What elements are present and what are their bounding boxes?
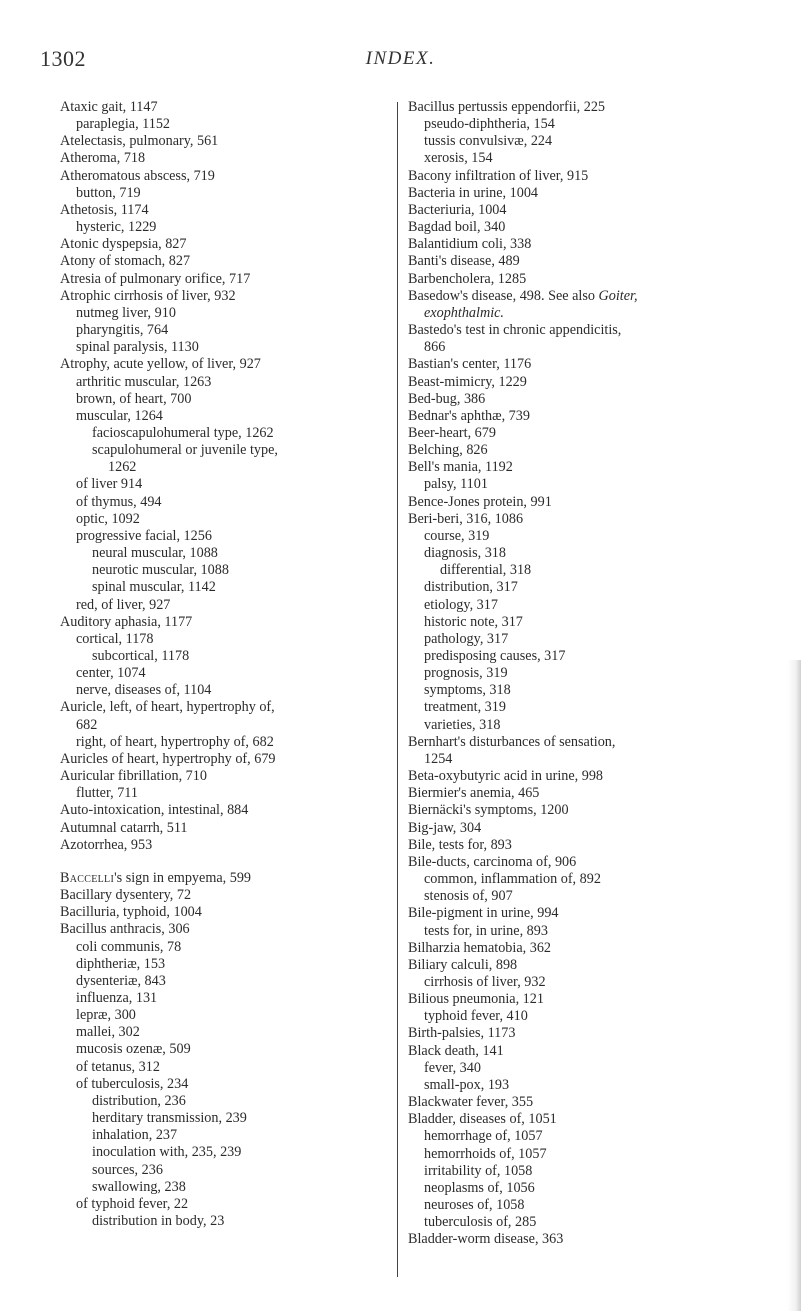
section-gap — [60, 854, 380, 870]
entry-text: of tetanus, 312 — [76, 1058, 160, 1075]
index-subentry — [408, 1008, 738, 1025]
entry-text: Atonic dyspepsia, 827 — [60, 236, 187, 253]
entry-text: Atresia of pulmonary orifice, 717 — [60, 270, 251, 287]
index-subentry — [408, 682, 738, 699]
index-entry — [408, 1094, 738, 1111]
entry-text: fever, 340 — [424, 1059, 481, 1076]
index-subentry — [408, 1128, 738, 1145]
index-entry — [408, 494, 738, 511]
index-entry — [408, 99, 738, 116]
entry-text: 866 — [424, 339, 446, 356]
index-entry — [60, 837, 380, 854]
entry-text: swallowing, 238 — [92, 1178, 186, 1195]
index-entry — [60, 288, 380, 305]
entry-text: hysteric, 1229 — [76, 219, 157, 236]
entry-text: Atony of stomach, 827 — [60, 253, 191, 270]
entry-text: Atelectasis, pulmonary, 561 — [60, 133, 219, 150]
index-subentry — [60, 717, 380, 734]
index-entry — [408, 1111, 738, 1128]
index-subentry — [60, 956, 380, 973]
index-entry — [60, 356, 380, 373]
entry-text: 682 — [76, 716, 98, 733]
entry-text: button, 719 — [76, 184, 141, 201]
entry-text: Bastedo's test in chronic appendicitis, — [408, 322, 622, 339]
entry-text: Beri-beri, 316, 1086 — [408, 510, 524, 527]
entry-text: paraplegia, 1152 — [76, 116, 171, 133]
entry-text: Ataxic gait, 1147 — [60, 99, 158, 115]
index-entry — [408, 768, 738, 785]
entry-text: neurotic muscular, 1088 — [92, 562, 229, 579]
index-entry — [60, 887, 380, 904]
index-subentry — [408, 974, 738, 991]
index-subentry — [60, 1076, 380, 1093]
index-subentry — [60, 459, 380, 476]
entry-text: Bell's mania, 1192 — [408, 459, 513, 476]
entry-text: facioscapulohumeral type, 1262 — [92, 424, 274, 441]
entry-text: nutmeg liver, 910 — [76, 304, 176, 321]
index-subentry — [408, 1180, 738, 1197]
entry-text: brown, of heart, 700 — [76, 390, 192, 407]
index-entry — [60, 614, 380, 631]
index-subentry — [408, 528, 738, 545]
index-subentry — [408, 614, 738, 631]
entry-text: prognosis, 319 — [424, 665, 508, 682]
index-subentry — [408, 631, 738, 648]
entry-text: of liver 914 — [76, 476, 143, 493]
index-subentry — [60, 1196, 380, 1213]
index-entry — [60, 271, 380, 288]
entry-text: Bladder-worm disease, 363 — [408, 1231, 564, 1248]
index-subentry — [408, 665, 738, 682]
entry-text: subcortical, 1178 — [92, 648, 190, 664]
entry-text: right, of heart, hypertrophy of, 682 — [76, 733, 274, 750]
index-subentry — [60, 990, 380, 1007]
entry-text: small-pox, 193 — [424, 1076, 510, 1093]
entry-text: Bile-pigment in urine, 994 — [408, 905, 559, 922]
entry-text: center, 1074 — [76, 665, 146, 682]
index-subentry — [408, 562, 738, 579]
entry-text: scapulohumeral or juvenile type, — [92, 442, 278, 459]
index-subentry — [60, 1007, 380, 1024]
column-divider — [397, 102, 398, 1277]
index-entry — [408, 940, 738, 957]
entry-text: cirrhosis of liver, 932 — [424, 973, 546, 990]
entry-smallcaps-lead: Baccelli — [60, 869, 115, 886]
index-entry — [60, 236, 380, 253]
entry-text: Basedow's disease, 498. See also — [408, 287, 599, 304]
entry-text: etiology, 317 — [424, 596, 498, 613]
entry-text: diagnosis, 318 — [424, 545, 506, 562]
entry-text: varieties, 318 — [424, 716, 501, 733]
index-entry — [408, 820, 738, 837]
entry-text: Autumnal catarrh, 511 — [60, 819, 188, 836]
index-subentry — [60, 476, 380, 493]
index-subentry — [60, 682, 380, 699]
entry-text: hemorrhoids of, 1057 — [424, 1145, 547, 1162]
entry-text: Big-jaw, 304 — [408, 819, 482, 836]
entry-text: inoculation with, 235, 239 — [92, 1144, 242, 1161]
index-entry — [408, 288, 738, 305]
index-subentry — [408, 133, 738, 150]
index-entry — [60, 870, 380, 887]
index-subentry — [408, 1077, 738, 1094]
entry-text: Atheroma, 718 — [60, 150, 146, 167]
index-subentry — [408, 150, 738, 167]
entry-text: xerosis, 154 — [424, 150, 493, 167]
entry-text: 1254 — [424, 750, 453, 767]
index-subentry — [60, 562, 380, 579]
entry-text: coli communis, 78 — [76, 938, 182, 955]
index-entry — [408, 957, 738, 974]
entry-text: mucosis ozenæ, 509 — [76, 1041, 191, 1058]
index-entry — [60, 921, 380, 938]
entry-text: hemorrhage of, 1057 — [424, 1128, 543, 1145]
entry-text: red, of liver, 927 — [76, 596, 171, 613]
index-entry — [408, 185, 738, 202]
entry-text: of typhoid fever, 22 — [76, 1195, 189, 1212]
entry-text: palsy, 1101 — [424, 476, 488, 493]
entry-text: Azotorrhea, 953 — [60, 836, 153, 853]
index-entry — [408, 391, 738, 408]
entry-text: diphtheriæ, 153 — [76, 955, 166, 972]
index-subentry — [408, 305, 738, 322]
index-subentry — [408, 699, 738, 716]
entry-text: Bernhart's disturbances of sensation, — [408, 733, 616, 750]
index-entry — [408, 1231, 738, 1248]
entry-text: arthritic muscular, 1263 — [76, 373, 212, 390]
index-subentry — [60, 1144, 380, 1161]
entry-text: herditary transmission, 239 — [92, 1110, 247, 1127]
entry-text: course, 319 — [424, 527, 490, 544]
entry-text: nerve, diseases of, 1104 — [76, 682, 212, 699]
index-entry — [408, 1043, 738, 1060]
index-subentry — [60, 528, 380, 545]
entry-text: distribution, 236 — [92, 1092, 186, 1109]
index-subentry — [408, 1197, 738, 1214]
index-subentry — [60, 1213, 380, 1230]
entry-text: inhalation, 237 — [92, 1127, 178, 1144]
entry-text: Biermier's anemia, 465 — [408, 785, 540, 802]
index-entry — [408, 168, 738, 185]
entry-text: Bile, tests for, 893 — [408, 836, 512, 853]
index-subentry — [60, 1110, 380, 1127]
entry-text: cortical, 1178 — [76, 630, 154, 647]
entry-text: Beta-oxybutyric acid in urine, 998 — [408, 768, 604, 785]
entry-text: Bacillary dysentery, 72 — [60, 887, 192, 904]
index-subentry — [408, 888, 738, 905]
index-subentry — [60, 579, 380, 596]
index-subentry — [60, 1024, 380, 1041]
index-column-right — [408, 99, 738, 1248]
entry-text: pathology, 317 — [424, 630, 509, 647]
index-column-left — [60, 99, 380, 1230]
entry-text: historic note, 317 — [424, 613, 523, 630]
entry-text: Balantidium coli, 338 — [408, 236, 532, 253]
index-subentry — [60, 1093, 380, 1110]
entry-text: Bacteria in urine, 1004 — [408, 184, 539, 201]
index-subentry — [60, 494, 380, 511]
index-entry — [60, 802, 380, 819]
index-entry — [408, 837, 738, 854]
entry-text: Atrophy, acute yellow, of liver, 927 — [60, 356, 261, 373]
index-subentry — [60, 305, 380, 322]
index-subentry — [60, 339, 380, 356]
entry-text: distribution in body, 23 — [92, 1213, 225, 1229]
index-subentry — [408, 717, 738, 734]
entry-text: distribution, 317 — [424, 579, 518, 596]
index-subentry — [60, 185, 380, 202]
entry-text: Beer-heart, 679 — [408, 424, 496, 441]
index-entry — [408, 459, 738, 476]
entry-text: Auto-intoxication, intestinal, 884 — [60, 802, 249, 819]
entry-text: treatment, 319 — [424, 699, 506, 716]
index-subentry — [408, 1163, 738, 1180]
index-subentry — [408, 545, 738, 562]
entry-text: Bed-bug, 386 — [408, 390, 486, 407]
index-subentry — [60, 597, 380, 614]
entry-text: Blackwater fever, 355 — [408, 1094, 534, 1111]
index-subentry — [60, 1179, 380, 1196]
entry-text: Atrophic cirrhosis of liver, 932 — [60, 287, 236, 304]
index-subentry — [60, 648, 380, 665]
index-entry — [60, 904, 380, 921]
index-subentry — [408, 751, 738, 768]
index-subentry — [60, 408, 380, 425]
entry-text: Black death, 141 — [408, 1042, 504, 1059]
entry-text: pharyngitis, 764 — [76, 322, 169, 339]
index-subentry — [408, 648, 738, 665]
entry-text: influenza, 131 — [76, 989, 158, 1006]
entry-text: stenosis of, 907 — [424, 888, 513, 905]
index-subentry — [60, 1059, 380, 1076]
index-entry — [408, 202, 738, 219]
page-number: 1302 — [40, 46, 86, 71]
index-subentry — [408, 871, 738, 888]
entry-text: 1262 — [108, 459, 137, 476]
entry-text: tuberculosis of, 285 — [424, 1214, 537, 1231]
entry-text: Banti's disease, 489 — [408, 253, 520, 270]
entry-text: differential, 318 — [440, 562, 532, 579]
index-entry — [408, 734, 738, 751]
index-subentry — [60, 425, 380, 442]
entry-text: neuroses of, 1058 — [424, 1197, 525, 1213]
index-entry — [60, 253, 380, 270]
index-entry — [408, 442, 738, 459]
index-entry — [408, 356, 738, 373]
entry-text: Atheromatous abscess, 719 — [60, 167, 215, 184]
index-entry — [408, 991, 738, 1008]
index-subentry — [408, 597, 738, 614]
page-edge-shadow — [787, 660, 801, 1311]
entry-text: Bacilluria, typhoid, 1004 — [60, 904, 202, 921]
index-entry — [408, 219, 738, 236]
entry-text: sources, 236 — [92, 1161, 163, 1178]
entry-text: Bagdad boil, 340 — [408, 219, 506, 236]
entry-text: Auricles of heart, hypertrophy of, 679 — [60, 750, 276, 767]
entry-italic-crossref: exophthalmic. — [424, 304, 504, 321]
entry-text: tussis convulsivæ, 224 — [424, 133, 553, 150]
entry-text: Athetosis, 1174 — [60, 201, 149, 218]
entry-text: spinal muscular, 1142 — [92, 579, 216, 596]
entry-text: irritability of, 1058 — [424, 1162, 533, 1179]
entry-text: Bence-Jones protein, 991 — [408, 493, 552, 510]
index-subentry — [60, 511, 380, 528]
entry-text: of tuberculosis, 234 — [76, 1075, 189, 1092]
entry-text: typhoid fever, 410 — [424, 1008, 528, 1025]
entry-text: Belching, 826 — [408, 442, 488, 459]
index-subentry — [408, 923, 738, 940]
index-entry — [60, 820, 380, 837]
index-entry — [408, 1025, 738, 1042]
entry-text: Biernäcki's symptoms, 1200 — [408, 802, 569, 819]
entry-text: flutter, 711 — [76, 785, 138, 802]
index-subentry — [60, 391, 380, 408]
index-entry — [60, 150, 380, 167]
index-entry — [408, 322, 738, 339]
index-subentry — [60, 442, 380, 459]
index-subentry — [60, 116, 380, 133]
entry-text: Bacony infiltration of liver, 915 — [408, 167, 589, 184]
entry-text: Bladder, diseases of, 1051 — [408, 1111, 557, 1128]
entry-text: Bacillus anthracis, 306 — [60, 921, 190, 938]
entry-text: Auricle, left, of heart, hypertrophy of, — [60, 699, 275, 716]
index-subentry — [60, 374, 380, 391]
entry-text: Birth-palsies, 1173 — [408, 1025, 516, 1042]
entry-text: predisposing causes, 317 — [424, 648, 566, 664]
index-subentry — [60, 322, 380, 339]
index-entry — [408, 374, 738, 391]
index-subentry — [60, 1127, 380, 1144]
index-entry — [60, 768, 380, 785]
entry-text: Bastian's center, 1176 — [408, 356, 532, 373]
index-subentry — [60, 631, 380, 648]
index-entry — [408, 905, 738, 922]
entry-text: Bilharzia hematobia, 362 — [408, 939, 552, 956]
entry-text: Bacillus pertussis eppendorfii, 225 — [408, 99, 606, 115]
entry-text: common, inflammation of, 892 — [424, 871, 601, 888]
index-entry — [60, 202, 380, 219]
entry-text: neoplasms of, 1056 — [424, 1179, 535, 1196]
entry-text: Auricular fibrillation, 710 — [60, 768, 207, 785]
entry-text: progressive facial, 1256 — [76, 527, 212, 544]
index-entry — [408, 408, 738, 425]
index-entry — [60, 99, 380, 116]
entry-text: pseudo-diphtheria, 154 — [424, 116, 555, 133]
entry-text: tests for, in urine, 893 — [424, 922, 548, 939]
entry-text: spinal paralysis, 1130 — [76, 339, 199, 356]
entry-text: Bile-ducts, carcinoma of, 906 — [408, 853, 577, 870]
index-entry — [60, 168, 380, 185]
index-subentry — [408, 116, 738, 133]
index-entry — [408, 253, 738, 270]
index-subentry — [60, 785, 380, 802]
index-subentry — [60, 1041, 380, 1058]
index-subentry — [60, 545, 380, 562]
index-subentry — [60, 1162, 380, 1179]
index-entry — [60, 751, 380, 768]
entry-text: symptoms, 318 — [424, 682, 511, 699]
entry-text: neural muscular, 1088 — [92, 545, 218, 562]
entry-text: Bacteriuria, 1004 — [408, 201, 507, 218]
entry-text: Beast-mimicry, 1229 — [408, 373, 527, 390]
entry-text: of thymus, 494 — [76, 493, 162, 510]
entry-italic-crossref: Goiter, — [598, 287, 638, 304]
index-entry — [408, 511, 738, 528]
entry-text: optic, 1092 — [76, 510, 140, 527]
index-entry — [408, 271, 738, 288]
entry-text: mallei, 302 — [76, 1024, 140, 1041]
index-subentry — [408, 579, 738, 596]
entry-text: lepræ, 300 — [76, 1007, 136, 1024]
index-subentry — [60, 973, 380, 990]
page-header — [40, 46, 761, 76]
index-subentry — [60, 734, 380, 751]
entry-text: 's sign in empyema, 599 — [114, 869, 252, 886]
entry-text: Bednar's aphthæ, 739 — [408, 407, 530, 424]
index-entry — [408, 802, 738, 819]
entry-text: dysenteriæ, 843 — [76, 972, 166, 989]
index-subentry — [60, 665, 380, 682]
entry-text: Auditory aphasia, 1177 — [60, 613, 193, 630]
index-entry — [408, 425, 738, 442]
index-subentry — [408, 1060, 738, 1077]
index-subentry — [408, 476, 738, 493]
index-subentry — [408, 1146, 738, 1163]
index-entry — [60, 699, 380, 716]
running-title: INDEX. — [365, 48, 436, 69]
index-subentry — [60, 219, 380, 236]
entry-text: Bilious pneumonia, 121 — [408, 991, 544, 1008]
index-entry — [408, 854, 738, 871]
entry-text: muscular, 1264 — [76, 407, 163, 424]
index-subentry — [408, 1214, 738, 1231]
index-entry — [408, 236, 738, 253]
index-subentry — [60, 939, 380, 956]
index-entry — [60, 133, 380, 150]
entry-text: Biliary calculi, 898 — [408, 956, 518, 973]
index-subentry — [408, 339, 738, 356]
index-entry — [408, 785, 738, 802]
entry-text: Barbencholera, 1285 — [408, 270, 527, 287]
